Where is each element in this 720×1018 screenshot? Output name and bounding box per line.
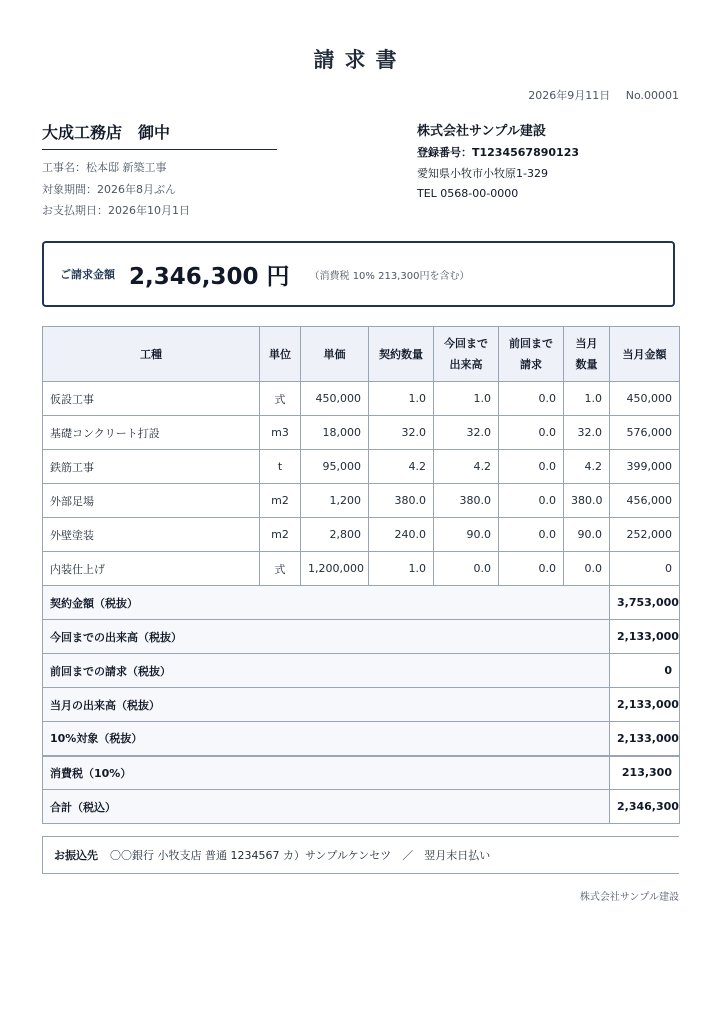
- column-header-text: 工種: [140, 347, 162, 361]
- column-header-text: 当月金額: [622, 347, 667, 361]
- summary-value: 2,133,000: [610, 620, 680, 654]
- column-header-text: 今回まで: [444, 337, 488, 350]
- table-row: [43, 518, 680, 552]
- table-cell: 380.0: [564, 484, 610, 518]
- issuer-tel: TEL 0568-00-0000: [417, 187, 519, 200]
- issuer-block: [417, 120, 579, 207]
- column-header-text: 単位: [269, 347, 291, 361]
- document-meta: [528, 87, 679, 103]
- table-cell: 基礎コンクリート打設: [43, 416, 260, 450]
- summary-label: 当月の出来高（税抜）: [43, 688, 610, 722]
- table-cell: 仮設工事: [43, 382, 260, 416]
- column-header: [610, 327, 680, 382]
- table-cell: 鉄筋工事: [43, 450, 260, 484]
- table-cell: 0: [610, 552, 680, 586]
- summary-row: [43, 620, 680, 654]
- column-header-text: 当月: [575, 337, 598, 350]
- table-cell: 1.0: [369, 382, 434, 416]
- issuer-name: 株式会社サンプル建設: [417, 124, 546, 139]
- table-cell: 0.0: [564, 552, 610, 586]
- summary-label: 合計（税込）: [43, 790, 610, 824]
- table-cell: m2: [260, 518, 301, 552]
- column-header: [564, 327, 610, 382]
- table-cell: 外部足場: [43, 484, 260, 518]
- summary-value: 213,300: [610, 756, 680, 790]
- summary-value: 2,133,000: [610, 722, 680, 756]
- table-cell: 1.0: [564, 382, 610, 416]
- table-cell: 90.0: [434, 518, 499, 552]
- column-header-text: 数量: [575, 358, 598, 371]
- summary-value: 2,133,000: [610, 688, 680, 722]
- table-cell: 内装仕上げ: [43, 552, 260, 586]
- bank-details: 〇〇銀行 小牧支店 普通 1234567 カ）サンプルケンセツ ／ 翌月末日払い: [110, 849, 491, 862]
- summary-value: 0: [610, 654, 680, 688]
- table-cell: 456,000: [610, 484, 680, 518]
- table-cell: 1,200: [301, 484, 369, 518]
- document-title: 請求書: [313, 48, 407, 72]
- table-row: [43, 416, 680, 450]
- summary-row: [43, 586, 680, 620]
- summary-label: 前回までの請求（税抜）: [43, 654, 610, 688]
- column-header: [499, 327, 564, 382]
- table-cell: 式: [260, 382, 301, 416]
- table-row: [43, 450, 680, 484]
- table-cell: 576,000: [610, 416, 680, 450]
- billing-period: 対象期間：2026年8月ぶん: [42, 182, 176, 196]
- column-header: [369, 327, 434, 382]
- summary-label: 契約金額（税抜）: [43, 586, 610, 620]
- table-cell: 0.0: [499, 552, 564, 586]
- table-body: [43, 382, 680, 824]
- table-cell: m3: [260, 416, 301, 450]
- table-cell: 240.0: [369, 518, 434, 552]
- summary-label: 消費税（10%）: [43, 756, 610, 790]
- project-name: 工事名：松本邸 新築工事: [42, 161, 167, 174]
- table-cell: 32.0: [369, 416, 434, 450]
- tax-note: （消費税 10% 213,300円を含む）: [309, 270, 470, 282]
- table-cell: 1.0: [369, 552, 434, 586]
- table-cell: 380.0: [434, 484, 499, 518]
- table-cell: m2: [260, 484, 301, 518]
- table-cell: 252,000: [610, 518, 680, 552]
- column-header: [260, 327, 301, 382]
- bank-label: お振込先: [54, 849, 98, 862]
- table-cell: 18,000: [301, 416, 369, 450]
- table-row: [43, 484, 680, 518]
- column-header-text: 前回まで: [509, 337, 553, 350]
- client-name: 大成工務店 御中: [42, 120, 277, 150]
- billing-amount-value: 2,346,300 円: [129, 263, 290, 290]
- table-cell: 450,000: [610, 382, 680, 416]
- table-cell: 1,200,000: [301, 552, 369, 586]
- issue-date: 2026年9月11日: [528, 89, 611, 102]
- summary-label: 今回までの出来高（税抜）: [43, 620, 610, 654]
- table-cell: 90.0: [564, 518, 610, 552]
- table-header-row: [43, 327, 680, 382]
- table-cell: t: [260, 450, 301, 484]
- table-cell: 4.2: [434, 450, 499, 484]
- column-header: [434, 327, 499, 382]
- table-cell: 0.0: [499, 450, 564, 484]
- billing-amount-box: [42, 241, 675, 307]
- table-row: [43, 382, 680, 416]
- issuer-address: 愛知県小牧市小牧原1-329: [417, 166, 548, 180]
- client-info: [42, 160, 190, 225]
- billing-amount-label: ご請求金額: [60, 268, 115, 281]
- table-cell: 2,800: [301, 518, 369, 552]
- summary-value: 2,346,300: [610, 790, 680, 824]
- footer-company: 株式会社サンプル建設: [579, 892, 679, 903]
- table-cell: 0.0: [499, 382, 564, 416]
- table-cell: 外壁塗装: [43, 518, 260, 552]
- column-header-text: 出来高: [449, 358, 483, 371]
- table-cell: 0.0: [434, 552, 499, 586]
- summary-row: [43, 654, 680, 688]
- summary-label: 10%対象（税抜）: [43, 722, 610, 756]
- table-cell: 32.0: [564, 416, 610, 450]
- table-cell: 式: [260, 552, 301, 586]
- bank-transfer-info: [42, 836, 679, 874]
- payment-due-date: お支払期日：2026年10月1日: [42, 204, 190, 217]
- table-cell: 32.0: [434, 416, 499, 450]
- line-items-table: [42, 326, 680, 824]
- column-header: [301, 327, 369, 382]
- table-cell: 4.2: [369, 450, 434, 484]
- summary-value: 3,753,000: [610, 586, 680, 620]
- table-cell: 1.0: [434, 382, 499, 416]
- invoice-number: No.00001: [625, 89, 679, 102]
- registration-number: 登録番号：T1234567890123: [417, 146, 580, 159]
- table-cell: 4.2: [564, 450, 610, 484]
- summary-row: [43, 688, 680, 722]
- table-cell: 95,000: [301, 450, 369, 484]
- table-cell: 0.0: [499, 416, 564, 450]
- column-header-text: 請求: [520, 358, 542, 371]
- table-cell: 450,000: [301, 382, 369, 416]
- table-cell: 0.0: [499, 518, 564, 552]
- summary-row: [43, 722, 680, 756]
- column-header-text: 契約数量: [379, 347, 423, 361]
- table-cell: 380.0: [369, 484, 434, 518]
- table-row: [43, 552, 680, 586]
- column-header-text: 単価: [323, 347, 346, 361]
- summary-row: [43, 790, 680, 824]
- table-cell: 399,000: [610, 450, 680, 484]
- column-header: [43, 327, 260, 382]
- summary-row: [43, 756, 680, 790]
- table-cell: 0.0: [499, 484, 564, 518]
